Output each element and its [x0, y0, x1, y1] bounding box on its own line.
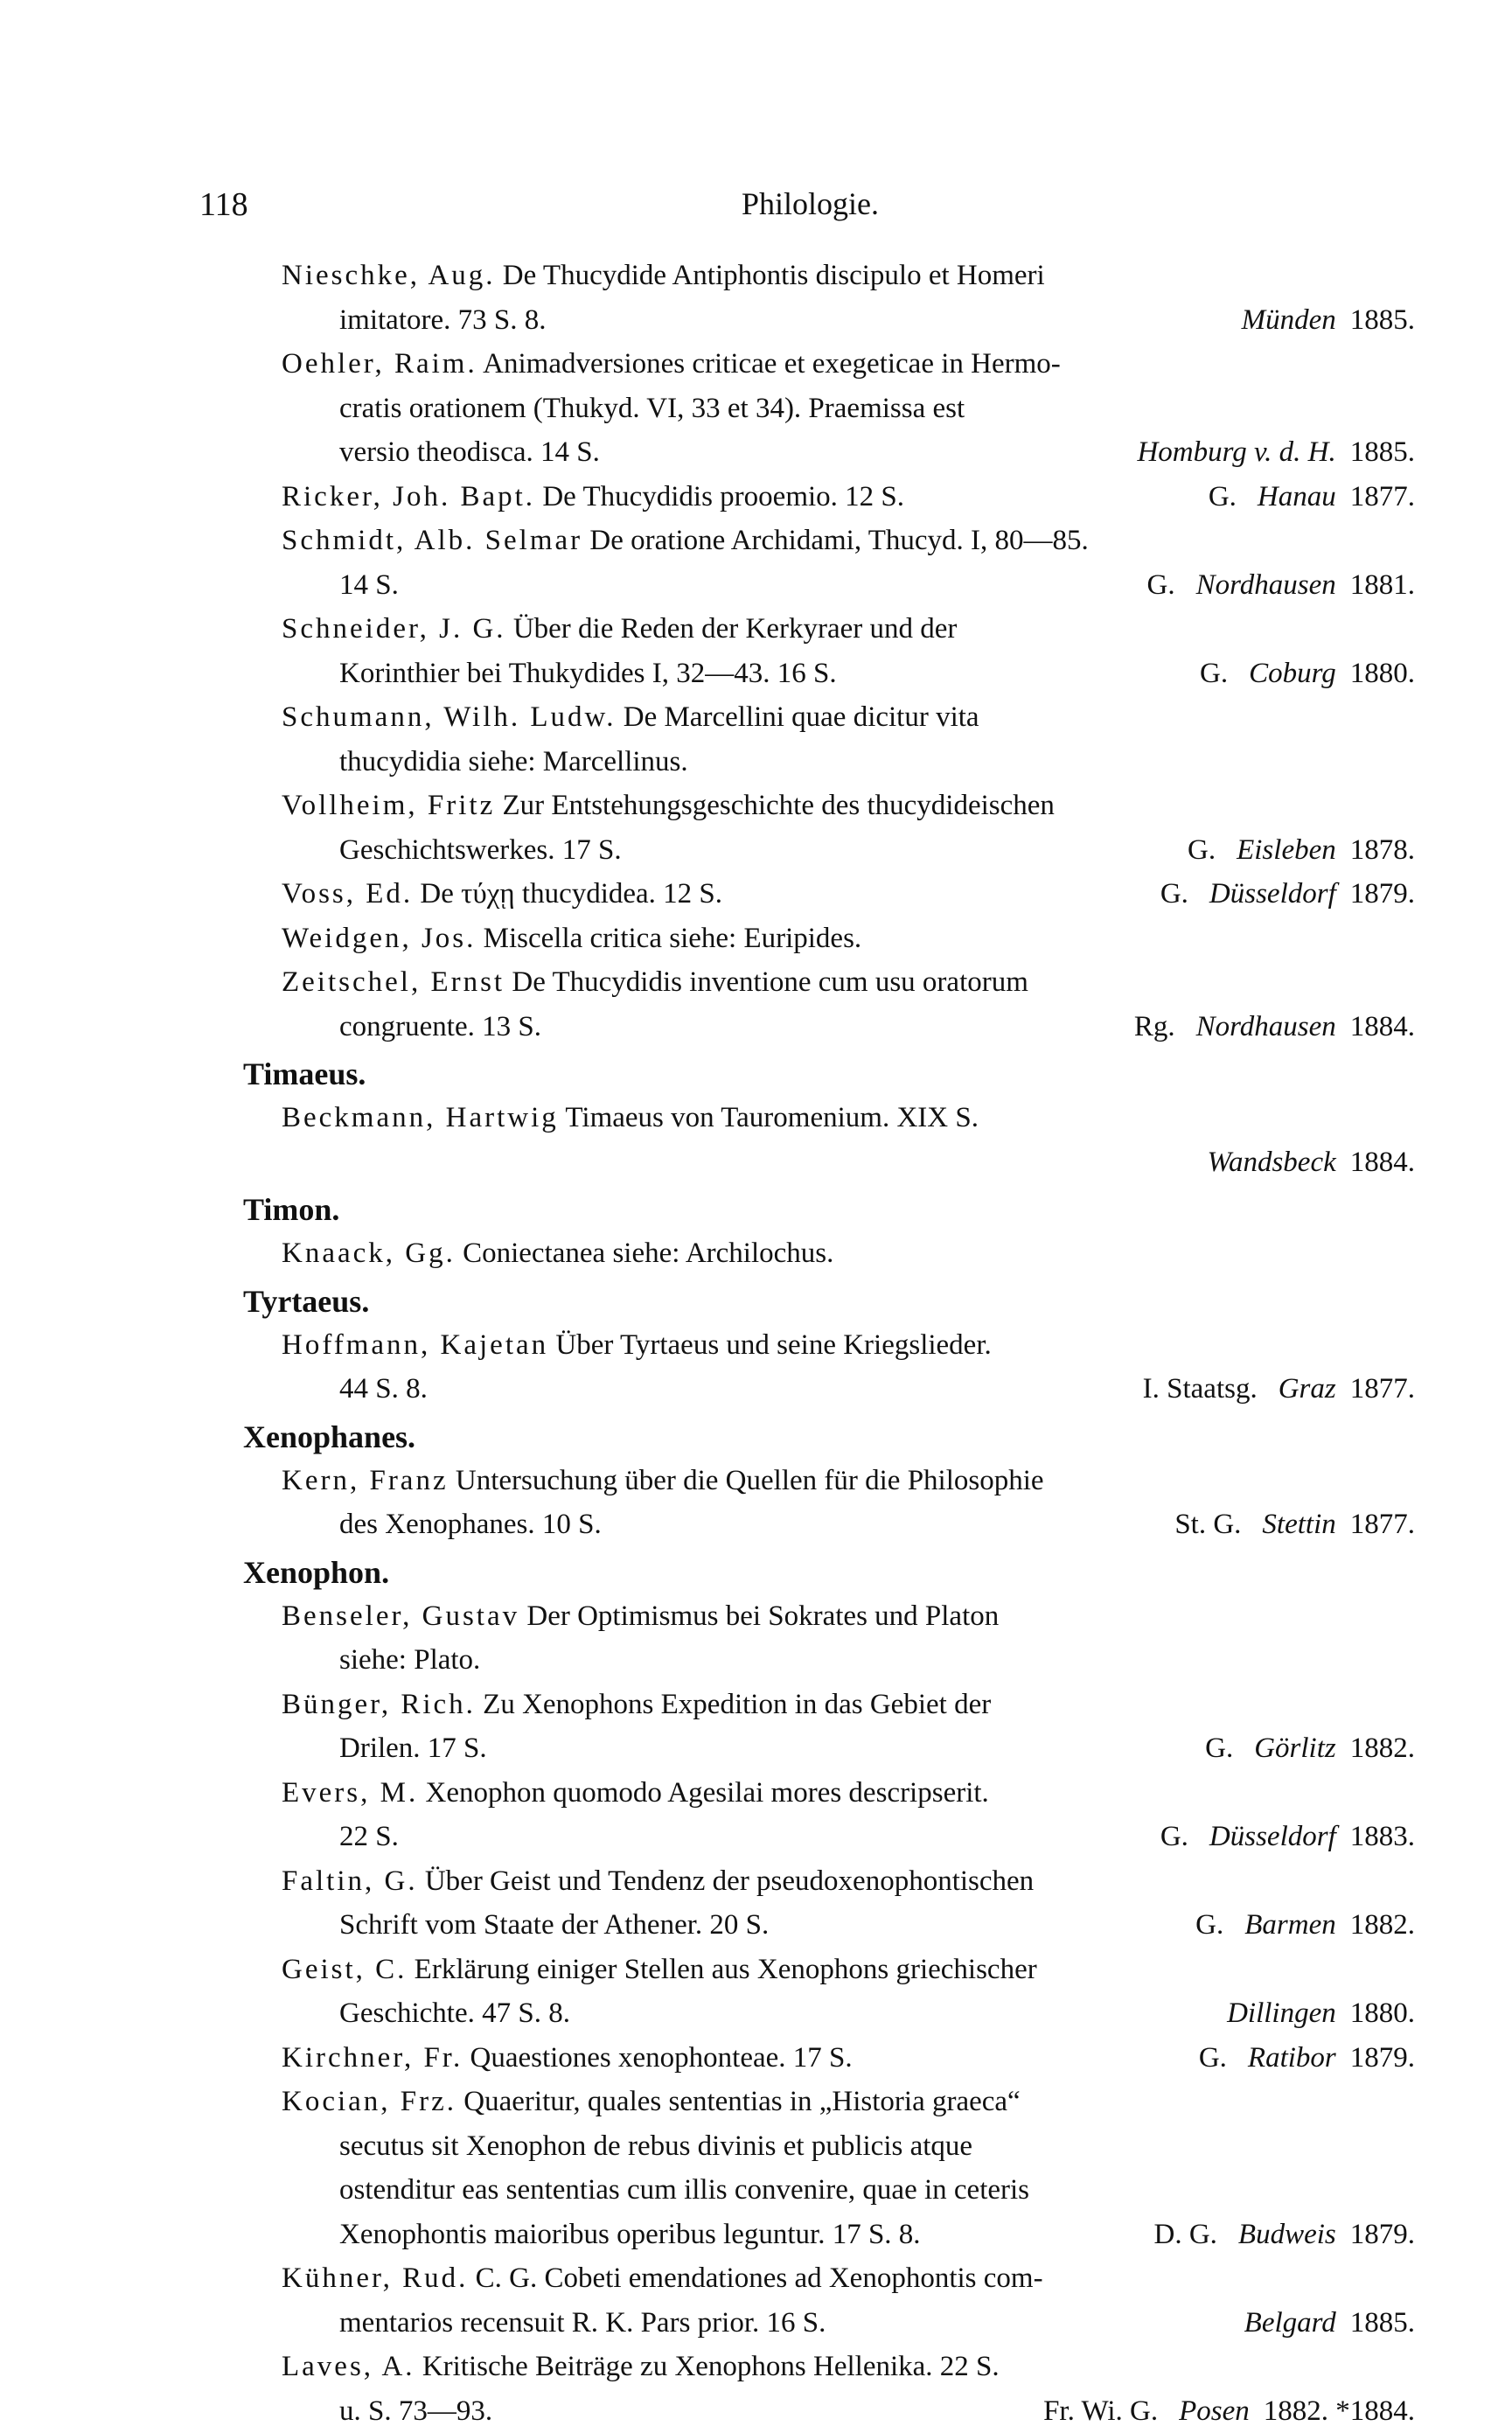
entry-imprint [1244, 2301, 1415, 2346]
entry-line [282, 1903, 1415, 1948]
author-name: Schumann, Wilh. Ludw. [282, 701, 616, 733]
entry-imprint [1209, 475, 1415, 519]
entry-text: Korinthier bei Thukydides I, 32—43. 16 S. [339, 658, 837, 689]
place-name: Homburg v. d. H. [1137, 436, 1335, 468]
place-name: Coburg [1249, 658, 1336, 689]
entry-text: Der Optimismus bei Sokrates und Platon [526, 1600, 999, 1632]
entry-text: Zu Xenophons Expedition in das Gebiet der [483, 1689, 991, 1720]
entry-line [282, 1948, 1415, 1992]
entry-line [282, 2301, 1415, 2346]
place-name: Belgard [1244, 2307, 1336, 2339]
entry-line [282, 1231, 1415, 1276]
entry-text: Coniectanea siehe: Archilochus. [463, 1237, 833, 1269]
school-type: G. [1209, 481, 1237, 512]
bib-entry [282, 254, 1415, 342]
year: 1879. [1350, 2219, 1415, 2250]
entry-text: cratis orationem (Thukyd. VI, 33 et 34). Praemissa est [339, 393, 965, 424]
place-name: Barmen [1244, 1909, 1335, 1941]
place-name: Graz [1279, 1373, 1336, 1405]
entry-line [282, 2124, 1415, 2169]
entry-text: 44 S. 8. [339, 1373, 428, 1405]
year: 1885. [1350, 304, 1415, 336]
entry-line [282, 1367, 1415, 1412]
entry-imprint [1160, 872, 1415, 917]
author-name: Laves, A. [282, 2351, 415, 2382]
entry-line [282, 2036, 1415, 2081]
entry-imprint [1143, 1367, 1415, 1412]
year: 1881. [1350, 569, 1415, 601]
running-title: Philologie. [742, 185, 879, 222]
year: 1880. [1350, 1997, 1415, 2029]
entry-text: Animadversiones criticae et exegeticae in Hermo- [483, 348, 1061, 380]
place-name: Dillingen [1227, 1997, 1336, 2029]
bibliography-list [282, 254, 1415, 2433]
school-type: G. [1160, 1821, 1188, 1852]
place-name: Nordhausen [1196, 1011, 1336, 1042]
entry-line [282, 1140, 1415, 1185]
entry-line [282, 1815, 1415, 1859]
author-name: Kühner, Rud. [282, 2262, 468, 2294]
school-type: G. [1205, 1732, 1233, 1764]
entry-text: des Xenophanes. 10 S. [339, 1509, 602, 1540]
school-type: St. G. [1174, 1509, 1241, 1540]
school-type: G. [1188, 834, 1216, 866]
bib-entry [282, 1859, 1415, 1948]
bib-entry [282, 1459, 1415, 1547]
school-type: G. [1147, 569, 1175, 601]
entry-text: Zur Entstehungsgeschichte des thucydideischen [502, 790, 1054, 821]
entry-line [282, 2345, 1415, 2389]
entry-text: Schrift vom Staate der Athener. 20 S. [339, 1909, 769, 1941]
entry-imprint [1147, 563, 1415, 608]
bib-entry [282, 342, 1415, 475]
bib-entry [282, 1323, 1415, 1412]
entry-line [282, 519, 1415, 563]
bib-entry [282, 519, 1415, 607]
entry-line [282, 1005, 1415, 1049]
entry-text: 14 S. [339, 569, 399, 601]
bib-entry [282, 607, 1415, 695]
entry-text: De τύχῃ thucydidea. 12 S. [420, 878, 722, 910]
entry-text: C. G. Cobeti emendationes ad Xenophontis com- [476, 2262, 1043, 2294]
entry-text: De Marcellini quae dicitur vita [624, 701, 979, 733]
entry-line [282, 2256, 1415, 2301]
entry-imprint [1188, 828, 1415, 873]
entry-imprint [1160, 1815, 1415, 1859]
section-heading: Tyrtaeus. [243, 1279, 1415, 1323]
author-name: Evers, M. [282, 1777, 418, 1809]
entry-line [282, 563, 1415, 608]
section-heading: Xenophanes. [243, 1415, 1415, 1459]
bib-entry [282, 872, 1415, 917]
year: 1882. [1350, 1732, 1415, 1764]
entry-text: Quaestiones xenophonteae. 17 S. [470, 2042, 852, 2074]
entry-text: 22 S. [339, 1821, 399, 1852]
entry-line [282, 2080, 1415, 2124]
place-name: Wandsbeck [1208, 1147, 1336, 1178]
section-heading: Timon. [243, 1188, 1415, 1231]
entry-text: De Thucydidis inventione cum usu oratorum [512, 966, 1028, 998]
entry-line [282, 1991, 1415, 2036]
bib-entry [282, 960, 1415, 1049]
entry-text: mentarios recensuit R. K. Pars prior. 16 S. [339, 2307, 826, 2339]
year: 1884. [1350, 1147, 1415, 1178]
entry-imprint [1200, 652, 1415, 696]
place-name: Budweis [1238, 2219, 1336, 2250]
entry-text: congruente. 13 S. [339, 1011, 541, 1042]
entry-line [282, 1323, 1415, 1368]
entry-text: Geschichte. 47 S. 8. [339, 1997, 570, 2029]
author-name: Weidgen, Jos. [282, 923, 476, 954]
year: 1877. [1350, 1373, 1415, 1405]
author-name: Oehler, Raim. [282, 348, 477, 380]
entry-line [282, 1096, 1415, 1140]
year: 1884. [1350, 1011, 1415, 1042]
author-name: Ricker, Joh. Bapt. [282, 481, 535, 512]
bib-entry [282, 2036, 1415, 2081]
entry-text: Xenophon quomodo Agesilai mores descripserit. [425, 1777, 988, 1809]
entry-text: ostenditur eas sententias cum illis convenire, quae in ceteris [339, 2174, 1029, 2206]
entry-imprint [1154, 2213, 1416, 2257]
entry-line [282, 740, 1415, 784]
place-name: Nordhausen [1196, 569, 1336, 601]
entry-line [282, 960, 1415, 1005]
author-name: Geist, C. [282, 1954, 407, 1985]
place-name: Ratibor [1248, 2042, 1336, 2074]
entry-line [282, 2213, 1415, 2257]
entry-imprint [1137, 430, 1415, 475]
author-name: Vollheim, Fritz [282, 790, 495, 821]
author-name: Kocian, Frz. [282, 2086, 456, 2117]
entry-line [282, 1771, 1415, 1816]
bib-entry [282, 1948, 1415, 2036]
entry-line [282, 652, 1415, 696]
entry-line [282, 342, 1415, 387]
entry-imprint [1208, 1140, 1416, 1185]
entry-line [282, 475, 1415, 519]
bib-entry [282, 2256, 1415, 2345]
author-name: Bünger, Rich. [282, 1689, 476, 1720]
entry-imprint [1227, 1991, 1415, 2036]
year: 1885. [1350, 436, 1415, 468]
bib-entry [282, 1231, 1415, 1276]
year: 1877. [1350, 1509, 1415, 1540]
entry-line [282, 1459, 1415, 1503]
bib-entry [282, 1096, 1415, 1184]
author-name: Schneider, J. G. [282, 613, 506, 645]
year: 1882. *1884. [1264, 2395, 1415, 2427]
entry-line [282, 254, 1415, 298]
entry-text: De Thucydide Antiphontis discipulo et Homeri [503, 260, 1045, 291]
entry-line [282, 298, 1415, 343]
entry-line [282, 828, 1415, 873]
entry-line [282, 2168, 1415, 2213]
entry-text: Quaeritur, quales sententias in „Historia graeca“ [463, 2086, 1020, 2117]
bib-entry [282, 475, 1415, 519]
place-name: Posen [1179, 2395, 1250, 2427]
year: 1878. [1350, 834, 1415, 866]
year: 1880. [1350, 658, 1415, 689]
school-type: G. [1160, 878, 1188, 910]
place-name: Eisleben [1237, 834, 1336, 866]
author-name: Hoffmann, Kajetan [282, 1329, 548, 1361]
author-name: Beckmann, Hartwig [282, 1102, 559, 1133]
page-number: 118 [199, 185, 248, 224]
year: 1885. [1350, 2307, 1415, 2339]
entry-line [282, 1594, 1415, 1639]
entry-line [282, 1726, 1415, 1771]
entry-text: De oratione Archidami, Thucyd. I, 80—85. [589, 525, 1088, 556]
entry-text: Über Geist und Tendenz der pseudoxenophontischen [425, 1865, 1034, 1897]
entry-line [282, 917, 1415, 961]
entry-imprint [1195, 1903, 1415, 1948]
entry-text: Timaeus von Tauromenium. XIX S. [565, 1102, 979, 1133]
year: 1877. [1350, 481, 1415, 512]
entry-imprint [1043, 2389, 1415, 2433]
author-name: Knaack, Gg. [282, 1237, 456, 1269]
year: 1879. [1350, 878, 1415, 910]
school-type: I. Staatsg. [1143, 1373, 1258, 1405]
entry-text: versio theodisca. 14 S. [339, 436, 600, 468]
entry-line [282, 695, 1415, 740]
place-name: Münden [1242, 304, 1336, 336]
entry-text: Drilen. 17 S. [339, 1732, 487, 1764]
entry-text: Miscella critica siehe: Euripides. [484, 923, 862, 954]
place-name: Hanau [1258, 481, 1336, 512]
author-name: Kirchner, Fr. [282, 2042, 463, 2074]
entry-line [282, 1502, 1415, 1547]
entry-line [282, 387, 1415, 431]
entry-text: Erklärung einiger Stellen aus Xenophons griechischer [415, 1954, 1037, 1985]
place-name: Düsseldorf [1209, 878, 1336, 910]
year: 1879. [1350, 2042, 1415, 2074]
school-type: G. [1195, 1909, 1223, 1941]
author-name: Kern, Franz [282, 1465, 449, 1496]
year: 1882. [1350, 1909, 1415, 1941]
year: 1883. [1350, 1821, 1415, 1852]
entry-text: thucydidia siehe: Marcellinus. [339, 746, 688, 777]
entry-line [282, 872, 1415, 917]
section-heading: Xenophon. [243, 1551, 1415, 1594]
school-type: Rg. [1134, 1011, 1175, 1042]
author-name: Zeitschel, Ernst [282, 966, 505, 998]
bib-entry [282, 1594, 1415, 1683]
entry-text: Über Tyrtaeus und seine Kriegslieder. [555, 1329, 991, 1361]
section-heading: Timaeus. [243, 1052, 1415, 1096]
entry-line [282, 1859, 1415, 1904]
entry-text: Untersuchung über die Quellen für die Philosophie [456, 1465, 1044, 1496]
entry-text: Geschichtswerkes. 17 S. [339, 834, 622, 866]
bib-entry [282, 1683, 1415, 1771]
entry-text: Kritische Beiträge zu Xenophons Hellenika. 22 S. [422, 2351, 1000, 2382]
bib-entry [282, 1771, 1415, 1859]
entry-imprint [1134, 1005, 1415, 1049]
place-name: Stettin [1262, 1509, 1335, 1540]
entry-text: u. S. 73—93. [339, 2395, 492, 2427]
author-name: Schmidt, Alb. Selmar [282, 525, 582, 556]
entry-text: Über die Reden der Kerkyraer und der [513, 613, 958, 645]
school-type: G. [1199, 2042, 1227, 2074]
school-type: G. [1200, 658, 1228, 689]
bib-entry [282, 784, 1415, 872]
entry-text: siehe: Plato. [339, 1644, 480, 1676]
entry-text: secutus sit Xenophon de rebus divinis et publicis atque [339, 2130, 972, 2162]
author-name: Faltin, G. [282, 1865, 418, 1897]
bib-entry [282, 2080, 1415, 2256]
entry-text: Xenophontis maioribus operibus leguntur. 17 S. 8. [339, 2219, 921, 2250]
entry-imprint [1199, 2036, 1415, 2081]
place-name: Görlitz [1254, 1732, 1336, 1764]
school-type: D. G. [1154, 2219, 1217, 2250]
entry-line [282, 784, 1415, 828]
entry-line [282, 607, 1415, 652]
place-name: Düsseldorf [1209, 1821, 1336, 1852]
entry-text: imitatore. 73 S. 8. [339, 304, 546, 336]
entry-imprint [1205, 1726, 1415, 1771]
entry-line [282, 2389, 1415, 2433]
entry-imprint [1242, 298, 1415, 343]
author-name: Benseler, Gustav [282, 1600, 519, 1632]
author-name: Nieschke, Aug. [282, 260, 496, 291]
entry-text: De Thucydidis prooemio. 12 S. [542, 481, 904, 512]
bib-entry [282, 2345, 1415, 2433]
bib-entry [282, 917, 1415, 961]
entry-line [282, 1638, 1415, 1683]
entry-line [282, 430, 1415, 475]
bib-entry [282, 695, 1415, 784]
page-header [199, 185, 1415, 238]
entry-line [282, 1683, 1415, 1727]
author-name: Voss, Ed. [282, 878, 413, 910]
entry-imprint [1174, 1502, 1415, 1547]
school-type: Fr. Wi. G. [1043, 2395, 1158, 2427]
